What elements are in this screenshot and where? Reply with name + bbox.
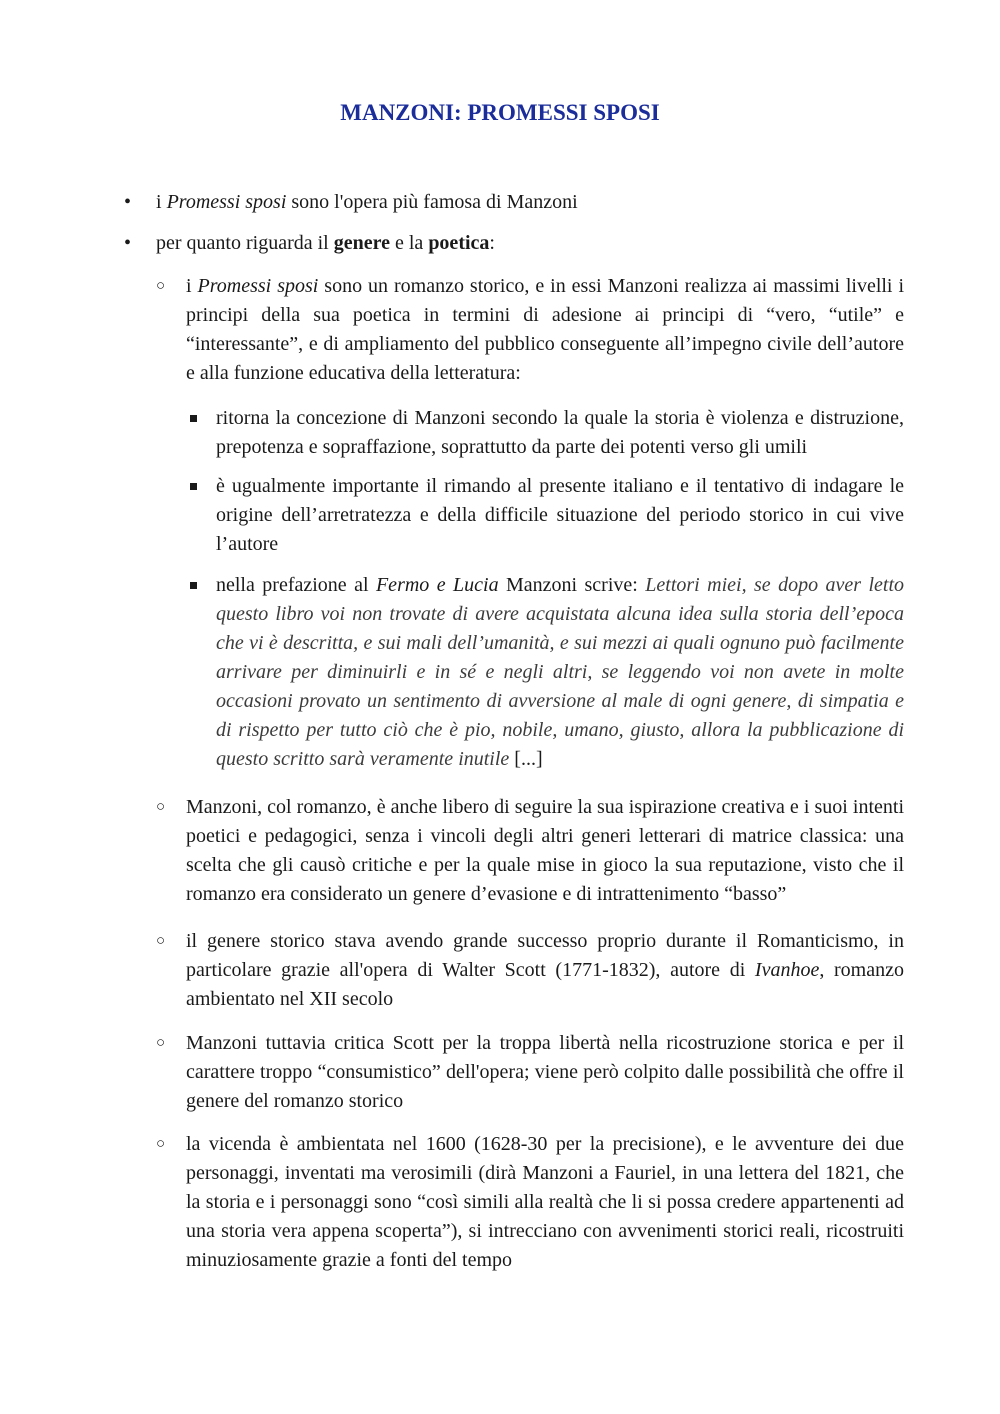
sub-list-item: ○ il genere storico stava avendo grande successo proprio durante il Romanticismo, in particolare grazie all'opera di Walter Scott (1771-1832), autore di Ivanhoe, romanzo ambientato nel XII secolo [186, 927, 904, 1014]
list-item: • i Promessi sposi sono l'opera più famosa di Manzoni [156, 188, 904, 217]
bullet-icon: • [124, 232, 132, 254]
page-title: MANZONI: PROMESSI SPOSI [340, 100, 660, 125]
circle-bullet-icon: ○ [156, 1035, 166, 1051]
square-bullet-icon [190, 415, 197, 422]
circle-bullet-icon: ○ [156, 799, 166, 815]
circle-bullet-icon: ○ [156, 1136, 166, 1152]
circle-bullet-icon: ○ [156, 278, 166, 294]
sub-list-item: ○ la vicenda è ambientata nel 1600 (1628-30 per la precisione), e le avventure dei due personaggi, inventati ma verosimili (dirà Manzoni a Fauriel, in una lettera del 1821, che la storia e i personaggi sono “così simili alla realtà che li si possa credere appartenenti ad una storia vera appena scoperta”), si intrecciano con avvenimenti storici reali, ricostruiti minuziosamente grazie a fonti del tempo [186, 1130, 904, 1275]
sub-list-item: ○ Manzoni, col romanzo, è anche libero di seguire la sua ispirazione creativa e i suoi intenti poetici e pedagogici, senza i vincoli degli altri generi letterari di matrice classica: una scelta che gli causò critiche e per la quale mise in gioco la sua reputazione, visto che il romanzo era considerato un genere d’evasione e di intrattenimento “basso” [186, 793, 904, 909]
quote-text: Lettori miei, se dopo aver letto questo libro voi non trovate di avere acquistata alcuna idea sulla storia dell’epoca che vi è descritta, e sui mali dell’umanità, e sui mezzi ai quali ognuno può facilmente arrivare per diminuirli e in sé e negli altri, se leggendo voi non avete in molte occasioni provato un sentimento di avversione al male di ogni genere, di simpatia e di rispetto per tutto ciò che è pio, nobile, umano, giusto, allora la pubblicazione di questo scritto sarà veramente inutile [216, 574, 905, 770]
sub-list-item: ○ i Promessi sposi sono un romanzo storico, e in essi Manzoni realizza ai massimi livelli i principi della sua poetica in termini di adesione ai principi di “vero, “utile” e “interessante”, e di ampliamento del pubblico conseguente all’impegno civile dell’autore e alla funzione educativa della letteratura: [186, 272, 904, 388]
square-bullet-icon [190, 483, 197, 490]
sub-sub-list-item: ritorna la concezione di Manzoni secondo la quale la storia è violenza e distruzione, prepotenza e sopraffazione, soprattutto da parte dei potenti verso gli umili [216, 404, 904, 462]
sub-sub-list-item: è ugualmente importante il rimando al presente italiano e il tentativo di indagare le origine dell’arretratezza e della difficile situazione del periodo storico in cui vive l’autore [216, 472, 904, 559]
square-bullet-icon [190, 582, 197, 589]
circle-bullet-icon: ○ [156, 933, 166, 949]
sub-list-item: ○ Manzoni tuttavia critica Scott per la troppa libertà nella ricostruzione storica e per il carattere troppo “consumistico” dell'opera; viene però colpito dalle possibilità che offre il genere del romanzo storico [186, 1029, 904, 1116]
bullet-icon: • [124, 191, 132, 213]
list-item: • per quanto riguarda il genere e la poetica: [156, 229, 904, 258]
bullet-list [0, 188, 1000, 1275]
sub-sub-list-item: nella prefazione al Fermo e Lucia Manzoni scrive: Lettori miei, se dopo aver letto questo libro voi non trovate di avere acquistata alcuna idea sulla storia dell’epoca che vi è descritta, e sui mali dell’umanità, e sui mezzi ai quali ognuno può facilmente arrivare per diminuirli e in sé e negli altri, se leggendo voi non avete in molte occasioni provato un sentimento di avversione al male di ogni genere, di simpatia e di rispetto per tutto ciò che è pio, nobile, umano, giusto, allora la pubblicazione di questo scritto sarà veramente inutile [...] [216, 571, 904, 774]
